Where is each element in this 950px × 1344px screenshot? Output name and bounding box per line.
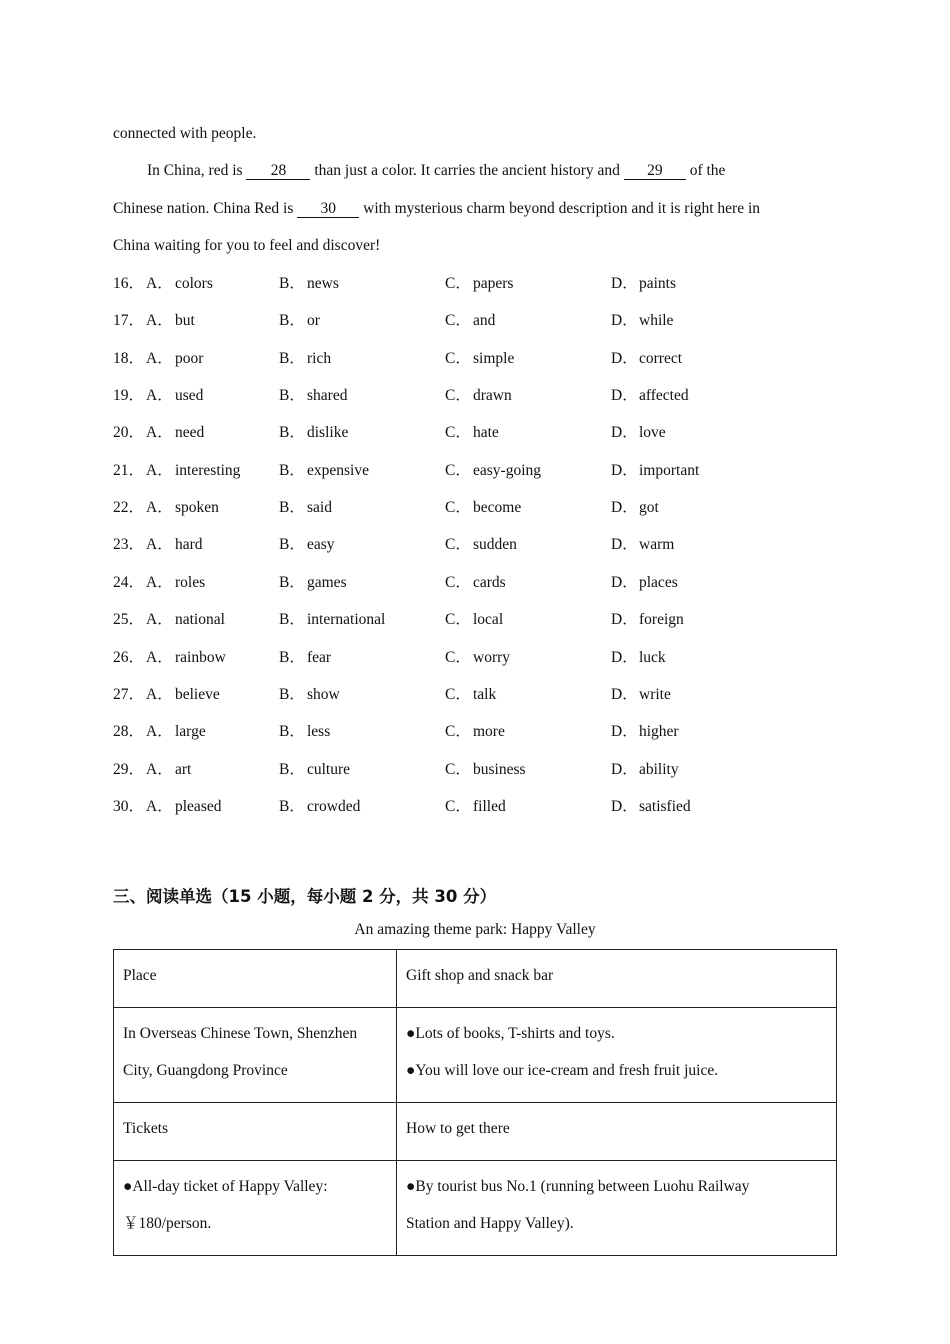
option-label: D．	[611, 611, 638, 629]
option-label: B．	[279, 499, 305, 517]
table-cell	[114, 950, 397, 1008]
option-label: A．	[146, 573, 173, 591]
passage-line	[113, 199, 760, 219]
question-row	[113, 311, 837, 331]
option-label: D．	[611, 648, 638, 666]
place-text: In Overseas Chinese Town, Shenzhen	[123, 1025, 358, 1042]
option-label: D．	[611, 312, 638, 330]
question-row	[113, 610, 837, 630]
passage-line: connected with people.	[113, 125, 257, 142]
option-b: dislike	[307, 424, 349, 442]
route-text: ●By tourist bus No.1 (running between Luohu Railway	[406, 1178, 750, 1195]
question-number: 22．	[113, 499, 145, 517]
table-cell	[114, 1103, 397, 1161]
option-c: become	[473, 499, 522, 517]
option-a: hard	[175, 536, 203, 554]
option-label: B．	[279, 387, 305, 405]
option-label: B．	[279, 275, 305, 292]
option-label: B．	[279, 312, 305, 330]
option-label: B．	[279, 573, 305, 591]
option-label: A．	[146, 312, 173, 330]
option-d: satisfied	[639, 797, 691, 815]
table-cell	[397, 1008, 837, 1103]
question-number: 28．	[113, 723, 145, 741]
option-label: C．	[445, 797, 471, 815]
option-c: filled	[473, 797, 506, 815]
option-b: games	[307, 573, 347, 591]
place-text: City, Guangdong Province	[123, 1062, 288, 1079]
option-label: C．	[445, 275, 471, 292]
option-a: interesting	[175, 461, 241, 479]
question-row	[113, 760, 837, 780]
option-a: but	[175, 312, 195, 330]
option-label: A．	[146, 499, 173, 517]
option-label: C．	[445, 424, 471, 442]
option-label: C．	[445, 499, 471, 517]
option-label: C．	[445, 648, 471, 666]
option-d: warm	[639, 536, 675, 554]
option-label: C．	[445, 685, 471, 703]
option-label: A．	[146, 611, 173, 629]
option-label: D．	[611, 573, 638, 591]
option-label: C．	[445, 760, 471, 778]
tickets-header: Tickets	[123, 1120, 169, 1137]
info-table	[113, 949, 837, 1256]
passage-text: of the	[685, 162, 726, 179]
passage-text: with mysterious charm beyond description and it is right here in	[359, 200, 761, 217]
option-label: D．	[611, 797, 638, 815]
question-number: 27．	[113, 685, 145, 703]
question-number: 30．	[113, 797, 145, 815]
option-b: fear	[307, 648, 332, 666]
table-cell	[114, 1008, 397, 1103]
option-d: while	[639, 312, 674, 330]
question-row	[113, 349, 837, 369]
option-a: believe	[175, 685, 220, 703]
blank-30: 30	[297, 201, 359, 218]
option-label: B．	[279, 611, 305, 629]
table-row	[114, 950, 837, 1008]
option-c: more	[473, 723, 505, 741]
gift-shop-header: Gift shop and snack bar	[406, 967, 554, 984]
option-label: A．	[146, 760, 173, 778]
option-a: art	[175, 760, 192, 778]
blank-28: 28	[246, 163, 310, 180]
table-caption: An amazing theme park: Happy Valley	[354, 921, 596, 938]
table-row	[114, 1161, 837, 1256]
table-row	[114, 1008, 837, 1103]
option-label: A．	[146, 275, 173, 292]
question-row	[113, 648, 837, 668]
option-c: and	[473, 312, 496, 330]
question-row	[113, 797, 837, 817]
option-label: D．	[611, 536, 638, 554]
option-label: C．	[445, 349, 471, 367]
option-label: D．	[611, 760, 638, 778]
question-number: 26．	[113, 648, 145, 666]
option-c: business	[473, 760, 526, 778]
option-b: culture	[307, 760, 351, 778]
place-header: Place	[123, 967, 157, 984]
question-number: 19．	[113, 387, 145, 405]
option-b: crowded	[307, 797, 361, 815]
option-b: shared	[307, 387, 348, 405]
option-label: B．	[279, 797, 305, 815]
option-c: sudden	[473, 536, 517, 554]
route-text: Station and Happy Valley).	[406, 1215, 574, 1232]
option-a: rainbow	[175, 648, 226, 666]
option-label: D．	[611, 275, 638, 292]
option-b: easy	[307, 536, 335, 554]
question-number: 29．	[113, 760, 145, 778]
option-c: drawn	[473, 387, 512, 405]
option-label: C．	[445, 387, 471, 405]
option-label: B．	[279, 536, 305, 554]
option-c: talk	[473, 685, 497, 703]
question-row	[113, 573, 837, 593]
option-label: C．	[445, 536, 471, 554]
passage-line	[147, 161, 725, 181]
option-label: D．	[611, 461, 638, 479]
question-number: 16．	[113, 275, 145, 292]
option-c: easy-going	[473, 461, 542, 479]
option-label: D．	[611, 387, 638, 405]
option-a: poor	[175, 349, 204, 367]
question-number: 23．	[113, 536, 145, 554]
passage-text: In China, red is	[147, 162, 247, 179]
table-cell	[397, 1103, 837, 1161]
option-d: paints	[639, 275, 677, 292]
option-d: ability	[639, 760, 679, 778]
table-cell	[397, 1161, 837, 1256]
table-row	[114, 1103, 837, 1161]
question-row	[113, 461, 837, 481]
option-c: cards	[473, 573, 506, 591]
option-c: simple	[473, 349, 515, 367]
option-a: need	[175, 424, 205, 442]
blank-29: 29	[624, 163, 686, 180]
option-d: write	[639, 685, 671, 703]
option-label: A．	[146, 349, 173, 367]
gift-item: ●Lots of books, T-shirts and toys.	[406, 1025, 615, 1042]
question-row	[113, 423, 837, 443]
option-label: D．	[611, 499, 638, 517]
question-number: 25．	[113, 611, 145, 629]
option-label: A．	[146, 648, 173, 666]
question-row	[113, 498, 837, 518]
option-label: A．	[146, 536, 173, 554]
option-a: spoken	[175, 499, 219, 517]
question-row	[113, 685, 837, 705]
option-label: D．	[611, 723, 638, 741]
option-a: large	[175, 723, 206, 741]
option-label: C．	[445, 573, 471, 591]
option-label: B．	[279, 648, 305, 666]
option-label: D．	[611, 424, 638, 442]
option-d: correct	[639, 349, 683, 367]
option-d: places	[639, 573, 678, 591]
section-title: 三、阅读单选（15 小题，每小题 2 分，共 30 分）	[113, 887, 497, 906]
option-a: pleased	[175, 797, 222, 815]
table-cell	[397, 950, 837, 1008]
option-c: papers	[473, 275, 514, 292]
option-c: hate	[473, 424, 499, 442]
option-label: B．	[279, 685, 305, 703]
option-b: news	[307, 275, 339, 292]
option-label: D．	[611, 685, 638, 703]
option-d: luck	[639, 648, 666, 666]
question-number: 21．	[113, 461, 145, 479]
passage-line: China waiting for you to feel and discover!	[113, 237, 381, 254]
option-label: B．	[279, 760, 305, 778]
option-b: or	[307, 312, 320, 330]
question-number: 18．	[113, 349, 145, 367]
option-label: B．	[279, 461, 305, 479]
option-a: national	[175, 611, 225, 629]
option-d: higher	[639, 723, 679, 741]
option-a: roles	[175, 573, 206, 591]
option-label: C．	[445, 723, 471, 741]
passage-text: Chinese nation. China Red is	[113, 200, 298, 217]
option-label: C．	[445, 461, 471, 479]
option-b: rich	[307, 349, 332, 367]
option-d: love	[639, 424, 666, 442]
option-label: A．	[146, 424, 173, 442]
passage-text: than just a color. It carries the ancient history and	[310, 162, 624, 179]
ticket-text: ￥180/person.	[123, 1215, 212, 1232]
option-a: used	[175, 387, 204, 405]
option-b: said	[307, 499, 332, 517]
option-label: A．	[146, 387, 173, 405]
option-d: foreign	[639, 611, 684, 629]
question-row	[113, 722, 837, 742]
option-label: B．	[279, 424, 305, 442]
question-number: 17．	[113, 312, 145, 330]
option-label: A．	[146, 797, 173, 815]
option-label: A．	[146, 461, 173, 479]
option-d: affected	[639, 387, 689, 405]
question-number: 24．	[113, 573, 145, 591]
option-a: colors	[175, 275, 213, 292]
option-c: worry	[473, 648, 511, 666]
table-cell	[114, 1161, 397, 1256]
option-label: A．	[146, 723, 173, 741]
option-label: C．	[445, 312, 471, 330]
option-b: less	[307, 723, 331, 741]
question-row	[113, 535, 837, 555]
option-d: important	[639, 461, 700, 479]
directions-header: How to get there	[406, 1120, 510, 1137]
option-b: show	[307, 685, 340, 703]
ticket-text: ●All-day ticket of Happy Valley:	[123, 1178, 328, 1195]
question-row	[113, 274, 837, 294]
question-number: 20．	[113, 424, 145, 442]
option-c: local	[473, 611, 504, 629]
option-label: D．	[611, 349, 638, 367]
gift-item: ●You will love our ice-cream and fresh fruit juice.	[406, 1062, 719, 1079]
option-d: got	[639, 499, 659, 517]
option-label: A．	[146, 685, 173, 703]
option-b: international	[307, 611, 386, 629]
option-label: B．	[279, 349, 305, 367]
option-b: expensive	[307, 461, 369, 479]
option-label: C．	[445, 611, 471, 629]
option-label: B．	[279, 723, 305, 741]
question-row	[113, 386, 837, 406]
